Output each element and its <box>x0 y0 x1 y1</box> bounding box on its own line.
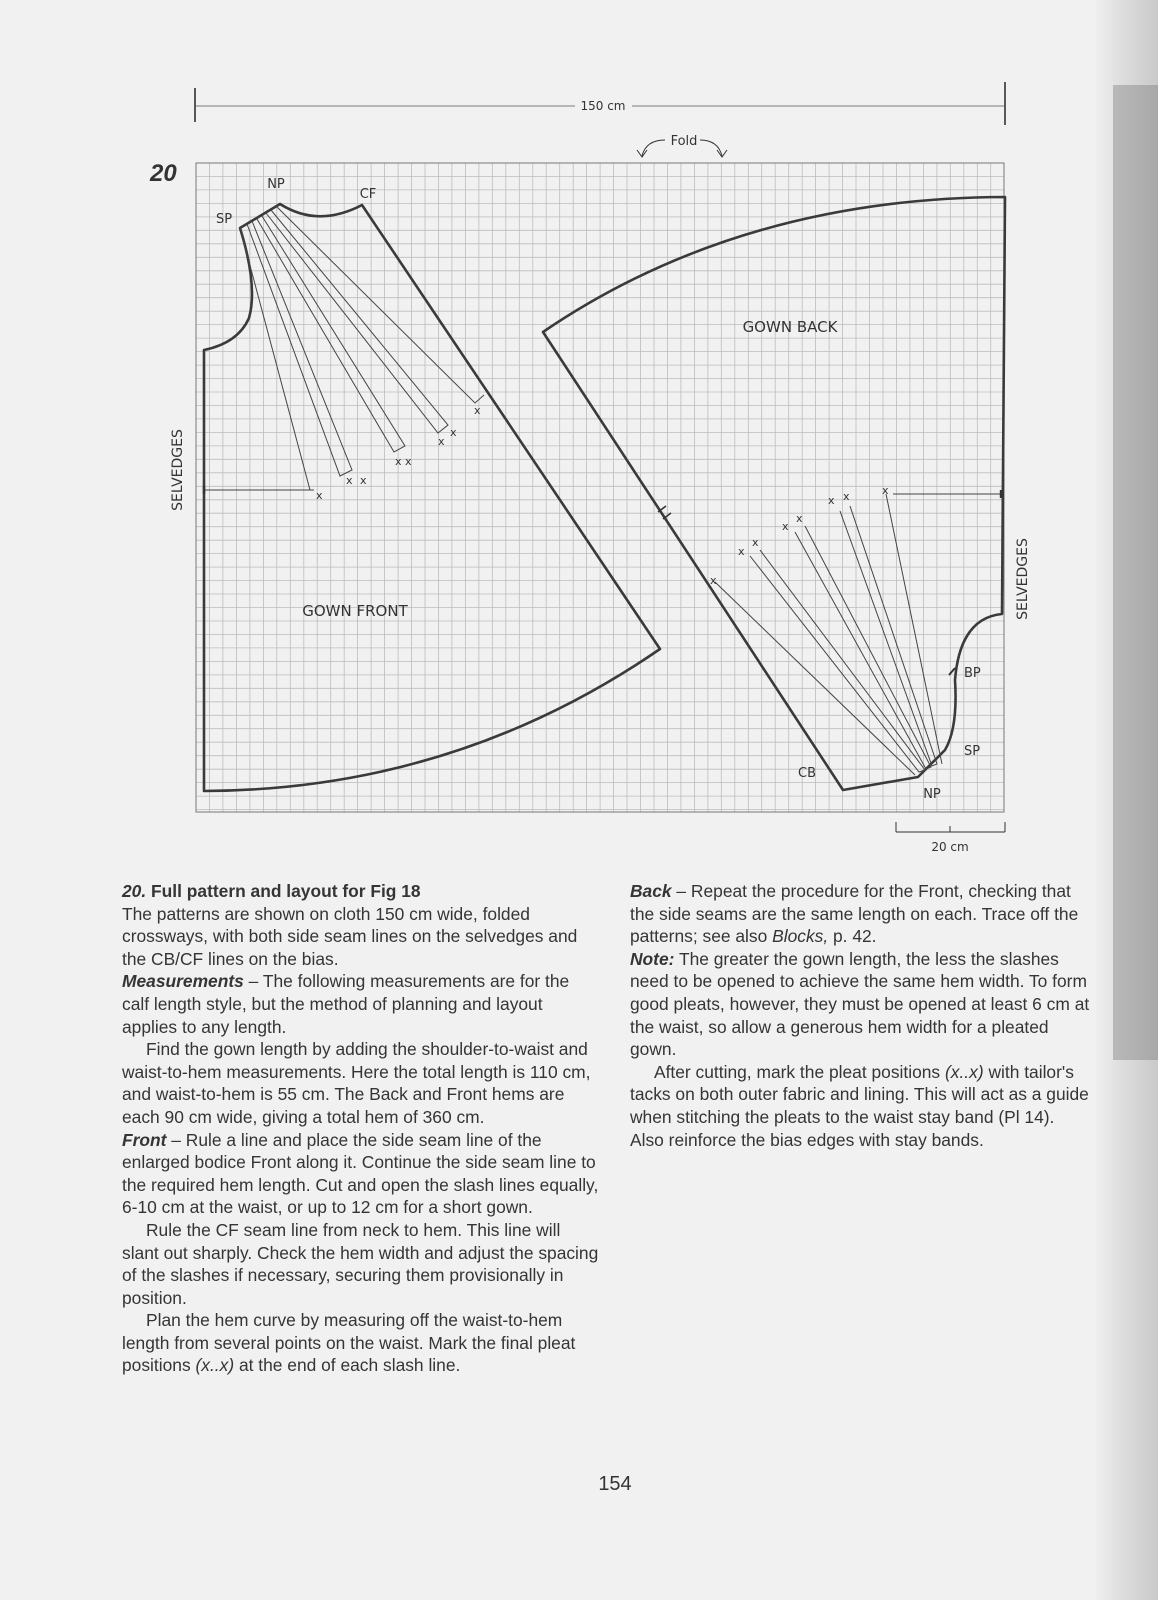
text-column-left <box>122 880 600 1377</box>
svg-text:x: x <box>450 426 457 439</box>
selvedges-left-label: SELVEDGES <box>170 429 186 511</box>
svg-text:x: x <box>796 512 803 525</box>
figure-number: 20 <box>150 160 177 187</box>
svg-text:x: x <box>360 474 367 487</box>
svg-text:x: x <box>438 435 445 448</box>
page-number: 154 <box>598 1473 632 1495</box>
note-paragraph: Note: The greater the gown length, the less the slashes need to be opened to achieve the same hem width. To form good pleats, however, they must be opened at least 6 cm at the waist, so allow a generous hem width for a pleated gown. <box>630 948 1090 1060</box>
back-bp-label: BP <box>964 666 981 681</box>
svg-text:x: x <box>346 474 353 487</box>
svg-text:x: x <box>474 404 481 417</box>
front-lead: Front <box>122 1129 167 1150</box>
width-label: 150 cm <box>580 99 626 113</box>
front-sp-label: SP <box>215 212 233 227</box>
fold-label: Fold <box>670 134 698 149</box>
svg-text:x: x <box>710 574 717 587</box>
length-paragraph: Find the gown length by adding the shoulder-to-waist and waist-to-hem measurements. Here the total length is 110 cm, and waist-to-hem is 55 cm. The Back and Front hems are each 90 cm wide, giving a total hem of 360 cm. <box>122 1039 591 1127</box>
page-edge-tab <box>1113 85 1158 1060</box>
measurements-paragraph: Measurements – The following measurements are for the calf length style, but the method of planning and layout applies to any length. <box>122 971 570 1037</box>
selvedges-right-label: SELVEDGES <box>1015 538 1031 620</box>
back-paragraph: Back – Repeat the procedure for the Front, checking that the side seams are the same length on each. Trace off the patterns; see also Blocks, p. 42. <box>630 881 1079 947</box>
text-column-right <box>630 880 1092 1151</box>
caption-intro: The patterns are shown on cloth 150 cm wide, folded crossways, with both side seam lines on the selvedges and the CB/CF lines on the bias. <box>122 903 578 969</box>
svg-text:x: x <box>828 494 835 507</box>
svg-text:x: x <box>316 489 323 502</box>
note-lead: Note: <box>630 948 675 969</box>
caption-title: Full pattern and layout for Fig 18 <box>151 881 421 901</box>
gown-back-title: GOWN BACK <box>742 318 838 336</box>
svg-text:x: x <box>882 484 889 497</box>
back-cb-label: CB <box>798 766 816 781</box>
caption-heading <box>122 880 600 903</box>
hem-paragraph: Plan the hem curve by measuring off the waist-to-hem length from several points on the waist. Mark the final pleat positions (x..x) at the end of each slash line. <box>122 1310 576 1376</box>
front-cf-label: CF <box>359 187 377 202</box>
cf-paragraph: Rule the CF seam line from neck to hem. This line will slant out sharply. Check the hem width and adjust the spacing of the slashes if necessary, securing them provisionally in position. <box>122 1219 599 1308</box>
caption-number: 20. <box>122 881 147 901</box>
gown-front-pattern <box>204 177 660 791</box>
back-sp-label: SP <box>964 744 981 759</box>
svg-text:x: x <box>395 455 402 468</box>
fold-marker <box>637 134 727 157</box>
scale-label: 20 cm <box>931 840 969 854</box>
gown-front-title: GOWN FRONT <box>302 602 408 620</box>
svg-text:x: x <box>782 520 789 533</box>
after-cutting-paragraph: After cutting, mark the pleat positions (x..x) with tailor's tacks on both outer fabric and lining. This will act as a guide when stitching the pleats to the waist stay band (Pl 14). Also reinforce the bias edges with stay bands. <box>630 1061 1089 1150</box>
svg-text:x: x <box>405 455 412 468</box>
svg-text:x: x <box>752 536 759 549</box>
measurements-lead: Measurements <box>122 971 244 992</box>
svg-text:x: x <box>843 490 850 503</box>
svg-text:x: x <box>738 545 745 558</box>
front-np-label: NP <box>267 177 285 192</box>
scale-bar <box>896 822 1005 854</box>
width-dimension <box>195 82 1005 125</box>
back-lead: Back <box>630 881 672 901</box>
back-np-label: NP <box>923 787 941 802</box>
front-paragraph: Front – Rule a line and place the side seam line of the enlarged bodice Front along it. Continue the side seam line to the required hem length. Cut and open the slash lines equally, 6-10 cm at the waist, or up to 12 cm for a short gown. <box>122 1129 599 1218</box>
